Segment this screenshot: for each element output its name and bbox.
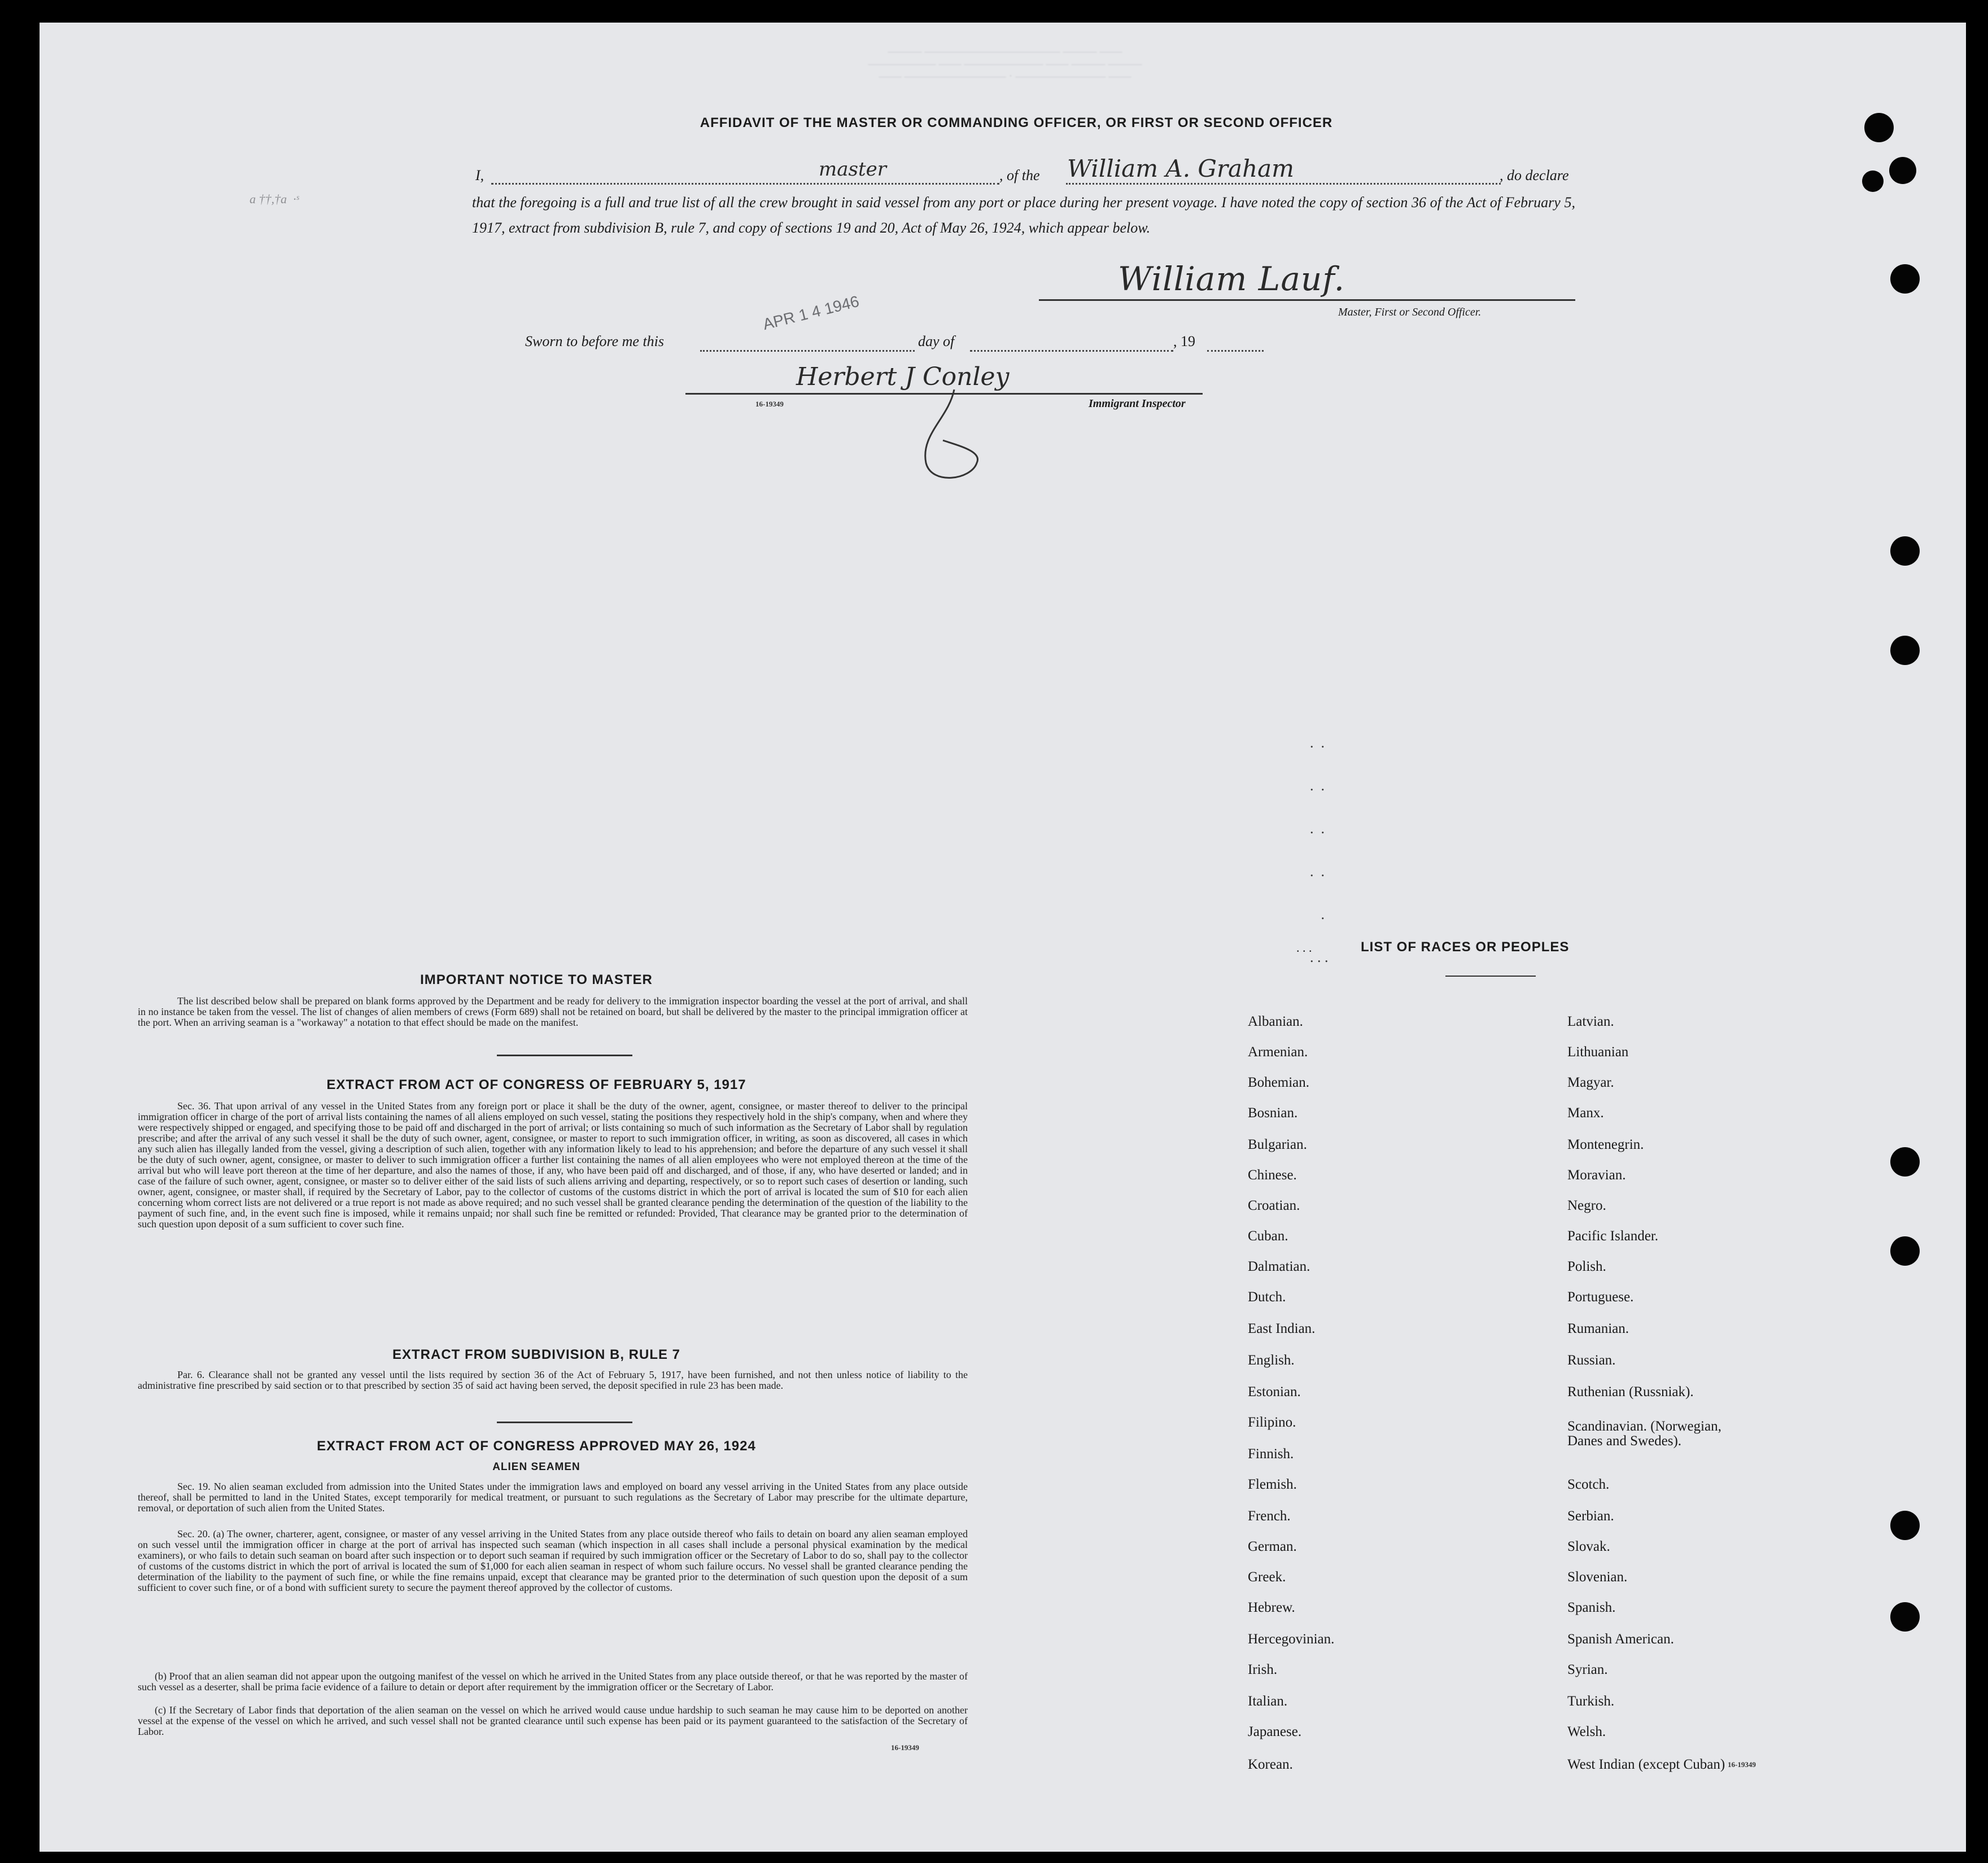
race-item: Albanian. [1248, 1014, 1303, 1029]
race-item: Chinese. [1248, 1167, 1297, 1183]
affidavit-title: AFFIDAVIT OF THE MASTER OR COMMANDING OFFICER, OR FIRST OR SECOND OFFICER [700, 115, 1333, 130]
sworn-prefix: Sworn to before me this [525, 333, 665, 349]
race-item: Armenian. [1248, 1044, 1308, 1060]
notice-title: IMPORTANT NOTICE TO MASTER [420, 972, 653, 987]
race-item: Japanese. [1248, 1724, 1302, 1739]
race-item: French. [1248, 1508, 1291, 1524]
vessel-name-field [1066, 183, 1501, 185]
vessel-handwritten: William A. Graham [1067, 155, 1294, 182]
punch-hole [1890, 1602, 1920, 1632]
race-item: Latvian. [1567, 1014, 1614, 1029]
race-item: Manx. [1567, 1105, 1604, 1121]
sworn-year-field [1207, 350, 1264, 352]
race-item: West Indian (except Cuban) [1567, 1757, 1725, 1772]
race-item: Polish. [1567, 1259, 1606, 1274]
extract-1924-sec19: Sec. 19. No alien seaman excluded from admission into the United States under the immigration laws and employed on board any vessel arriving in the United States from any place outside thereof, shall be permitted to land in the United States, except temporarily for medical treatment, or pursuant to such regulations as the Secretary of Labor may prescribe for the ultimate departure, removal, or deportation of such alien from the United States. [138, 1481, 968, 1514]
extract-1924-sec20b: (b) Proof that an alien seaman did not appear upon the outgoing manifest of the vessel on which he arrived in the United States from any place outside thereof, or that he was reported by the master of such vessel as a deserter, shall be prima facie evidence of a failure to detain or deport after requirement by the immigration officer or the Secretary of Labor. [138, 1670, 968, 1693]
extract-form-number: 16-19349 [891, 1743, 919, 1752]
sworn-day-label: day of [918, 333, 955, 349]
race-item: Cuban. [1248, 1228, 1288, 1244]
section-divider [497, 1422, 632, 1423]
extract-1924-title: EXTRACT FROM ACT OF CONGRESS APPROVED MAY 26, 1924 [317, 1438, 756, 1454]
race-item: Portuguese. [1567, 1289, 1634, 1305]
race-item: Scotch. [1567, 1477, 1610, 1492]
signature-flourish [886, 384, 1022, 497]
punch-hole [1862, 170, 1884, 192]
stray-dots: . . . . . . . . . . . . [1310, 734, 1329, 965]
sworn-month-field [970, 350, 1173, 352]
punch-hole [1890, 636, 1920, 665]
race-item: Moravian. [1567, 1167, 1626, 1183]
extract-1924-sec20c: (c) If the Secretary of Labor finds that deportation of the alien seaman on the vessel on which he arrived would cause undue hardship to such seaman he may cause him to be deported on another vessel at the expense of the vessel on which he arrived, and such vessel shall not be granted clearance until such expense has been paid or its payment guaranteed to the satisfaction of the Secretary of Labor. [138, 1704, 968, 1737]
race-item: Filipino. [1248, 1415, 1296, 1430]
affidavit-body: that the foregoing is a full and true list of all the crew brought in said vessel from any port or place during her present voyage. I have noted the copy of section 36 of the Act of February 5, 1917, extract from subdivision B, rule 7, and copy of sections 19 and 20, Act of May 26, 1924, which appear below. [472, 194, 1575, 236]
master-signature-caption: Master, First or Second Officer. [1338, 306, 1482, 318]
punch-hole [1890, 536, 1920, 566]
race-item: Estonian. [1248, 1384, 1301, 1400]
race-item: Slovenian. [1567, 1569, 1628, 1585]
races-title-rule [1445, 976, 1536, 977]
inspector-caption: Immigrant Inspector [1089, 397, 1186, 410]
race-item: Montenegrin. [1567, 1137, 1644, 1152]
stray-pencil-mark: a ††,†a ·ˢ [250, 192, 299, 206]
race-item: Serbian. [1567, 1508, 1614, 1524]
dots-before-title: . . . [1296, 941, 1312, 955]
races-form-number: 16-19349 [1728, 1760, 1756, 1769]
extract-1917-title: EXTRACT FROM ACT OF CONGRESS OF FEBRUARY 5, 1917 [326, 1077, 746, 1092]
race-item: Welsh. [1567, 1724, 1606, 1739]
inspector-signature: Herbert J Conley [796, 362, 1010, 391]
race-item: Syrian. [1567, 1662, 1608, 1677]
declarant-name-field [491, 183, 999, 185]
race-item: Lithuanian [1567, 1044, 1629, 1060]
master-signature-line [1039, 299, 1575, 301]
punch-hole [1890, 1147, 1920, 1177]
race-item: English. [1248, 1353, 1295, 1368]
race-item: Pacific Islander. [1567, 1228, 1659, 1244]
race-item: Greek. [1248, 1569, 1286, 1585]
of-the-label: , of the [999, 167, 1040, 183]
punch-hole [1890, 1511, 1920, 1540]
race-item: Magyar. [1567, 1075, 1614, 1090]
race-item: Dutch. [1248, 1289, 1286, 1305]
affidavit-form-number: 16-19349 [755, 400, 784, 408]
races-title: LIST OF RACES OR PEOPLES [1361, 939, 1570, 955]
race-item: Korean. [1248, 1757, 1293, 1772]
race-item: Slovak. [1567, 1539, 1610, 1554]
race-item: Bulgarian. [1248, 1137, 1307, 1152]
race-item: Rumanian. [1567, 1321, 1629, 1336]
race-item: Finnish. [1248, 1446, 1294, 1462]
race-item: East Indian. [1248, 1321, 1316, 1336]
sworn-year-label: , 19 [1173, 333, 1195, 349]
race-item: Hercegovinian. [1248, 1632, 1335, 1647]
race-item: Bohemian. [1248, 1075, 1310, 1090]
race-item: Negro. [1567, 1198, 1606, 1213]
extract-rule7-title: EXTRACT FROM SUBDIVISION B, RULE 7 [392, 1347, 681, 1362]
position-handwritten: master [819, 158, 886, 181]
race-item: German. [1248, 1539, 1297, 1554]
document-page [40, 23, 1966, 1852]
race-item: Hebrew. [1248, 1600, 1295, 1615]
race-item: Flemish. [1248, 1477, 1297, 1492]
punch-hole [1890, 1236, 1920, 1266]
race-item: Irish. [1248, 1662, 1278, 1677]
race-item: Dalmatian. [1248, 1259, 1310, 1274]
race-item: Turkish. [1567, 1694, 1615, 1709]
race-item: Ruthenian (Russniak). [1567, 1384, 1694, 1400]
master-signature: William Lauf. [1118, 260, 1345, 298]
sworn-day-field [700, 350, 915, 352]
extract-1924-subtitle: ALIEN SEAMEN [492, 1461, 580, 1473]
notice-body: The list described below shall be prepared on blank forms approved by the Department and be ready for delivery to the immigration inspector boarding the vessel at the port of arrival, and shall in no instance be taken from the vessel. The list of changes of alien members of crews (Form 689) shall not be retained on board, but shall be delivered by the master to the principal immigration officer at the port. When an arriving seaman is a "workaway" a notation to that effect should be made on the manifest. [138, 995, 968, 1028]
race-item: Italian. [1248, 1694, 1288, 1709]
race-item: Spanish American. [1567, 1632, 1674, 1647]
punch-hole [1890, 264, 1920, 294]
race-item: Scandinavian. (Norwegian, Danes and Swedes). [1567, 1419, 1722, 1449]
punch-hole [1864, 113, 1894, 142]
date-stamp: APR 1 4 1946 [761, 292, 861, 334]
bleed-through-text: ——— ———————————— ——— —— —————— —— ——————— —— ——— ——— —— ————————— · ———————— —— [868, 45, 1142, 82]
race-item: Russian. [1567, 1353, 1616, 1368]
do-declare-label: , do declare [1500, 167, 1569, 183]
extract-rule7-body: Par. 6. Clearance shall not be granted any vessel until the lists required by section 36 of the Act of February 5, 1917, have been furnished, and not then unless notice of liability to the administrative fine prescribed by said section or to that prescribed by section 35 of said act having been served, the deposit specified in rule 23 has been made. [138, 1369, 968, 1391]
race-item: Spanish. [1567, 1600, 1616, 1615]
race-item: Croatian. [1248, 1198, 1300, 1213]
declarant-prefix: I, [475, 167, 484, 183]
punch-hole [1889, 157, 1916, 184]
extract-1924-sec20a: Sec. 20. (a) The owner, charterer, agent, consignee, or master of any vessel arriving in the United States from any place outside thereof who fails to detain on board any alien seaman employed on such vessel until the immigration officer in charge at the port of arrival has inspected such seaman (which inspection in all cases shall include a personal physical examination by the medical examiners), or who fails to detain such seaman on board after such inspection or to deport such seaman if required by such immigration officer or the Secretary of Labor to do so, shall pay to the collector of customs of the customs district in which the port of arrival is located the sum of $1,000 for each alien seaman in respect of whom such failure occurs. No vessel shall be granted clearance pending the determination of the liability to the payment of such fine, or while the fine remains unpaid, except that clearance may be granted prior to the determination of such question upon the deposit of a sum sufficient to cover such fine, or of a bond with sufficient surety to secure the payment thereof approved by the collector of customs. [138, 1528, 968, 1593]
race-item: Bosnian. [1248, 1105, 1298, 1121]
extract-1917-body: Sec. 36. That upon arrival of any vessel in the United States from any foreign port or place it shall be the duty of the owner, agent, consignee, or master thereof to deliver to the principal immigration officer in charge of the port of arrival lists containing the names of all aliens employed on such vessel, stating the positions they respectively hold in the ship's company, when and where they were respectively shipped or engaged, and specifying those to be paid off and discharged in the port of arrival; or lists containing so much of such information as the Secretary of Labor shall by regulation prescribe; and after the arrival of any such vessel it shall be the duty of such owner, agent, consignee, or master to report to such immigration officer, in writing, as soon as discovered, all cases in which any such alien has illegally landed from the vessel, giving a description of such alien, together with any information likely to lead to his apprehension; and before the departure of any such vessel it shall be the duty of such owner, agent, consignee, or master to deliver to such immigration officer a further list containing the names of all alien employees who were not employed thereon at the time of the arrival but who will leave port thereon at the time of her departure, and also the names of those, if any, who have been paid off and discharged, and of those, if any, who have deserted or landed; and in case of the failure of such owner, agent, consignee, or master so to deliver either of the said lists of such aliens arriving and departing, respectively, or so to report such cases of desertion or landing, such owner, agent, consignee, or master shall, if required by the Secretary of Labor, pay to the collector of customs of the customs district in which the port of arrival is located the sum of $10 for each alien concerning whom correct lists are not delivered or a true report is not made as above required; and no such vessel shall be granted clearance pending the determination of the question of the liability to the payment of such fine, and, in the event such fine is imposed, while it remains unpaid; nor shall such fine be remitted or refunded: Provided, That clearance may be granted prior to the determination of such question upon deposit of a sum sufficient to cover such fine. [138, 1100, 968, 1230]
section-divider [497, 1055, 632, 1056]
